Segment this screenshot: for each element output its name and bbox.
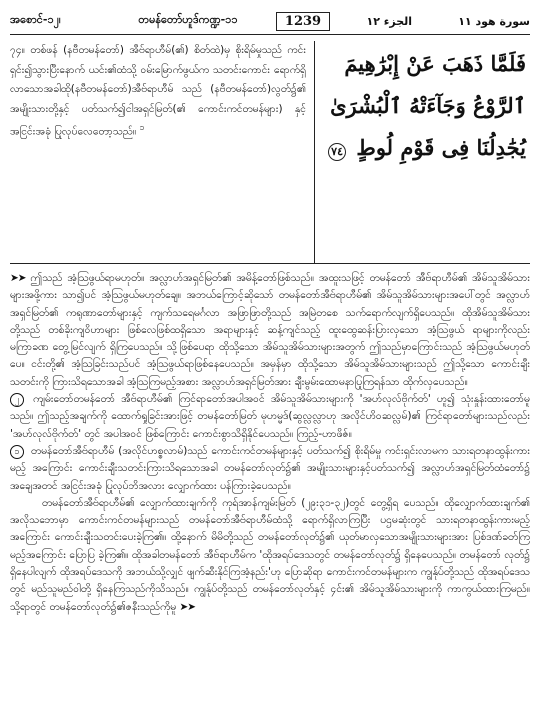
commentary-text-3: တမန်တော်အီဗ်ရာဟီမ် (အလိုင်ဟစ္စလာမ်)သည် ကောင်းကင်တမန်များနှင့် ပတ်သက်၍ စိုးရိမ်မှု ကင်းရှင်းလာမက သားရတနာထွန်းကားမည့် အကြောင်း ကောင်းချီးသတင်းကြားသိရသောအခါ တမန်တော်လုတ်၌၏ အမျိုးသားများနှင့်ပတ်သက်၍ အလ္လာဟ်အရှင်မြတ်ထံတော်၌ အချေအတင် အငြင်းအခုံ ပြုလုပ်ဘိအလား လျှောက်ထား ပန်ကြားခဲ့ပေသည်။ [10,444,530,492]
commentary-text-2: ကျမ်းတော်တမန်တော် အီဗ်ရာဟီမ်၏ ကြင်ရာတော်အပါအဝင် အိမ်သူအိမ်သားများကို 'အဟ်လုလ်ဗိုက်တ်' ဟူ၍ သုံးနှုန်းထားတော်မူသည်။ ဤသည့်အချက်ကို ထောက်ရှုခြင်းအားဖြင့် တမန်တော်မြတ် မုဟမ္မဒ်(ဆွလ္လလ္လာဟု အလိုင်ဟိဝဆလ္လမ်)၏ ကြင်ရာတော်များသည်လည်း 'အဟ်လုလ်ဗိုက်တ်' တွင် အပါအဝင် ဖြစ်ကြောင်း ကောင်းစွာသိရှိနိုင်ပေသည်။ [10,393,530,440]
reference: ကြည့်-ဟာဖိဇ်။ [296,427,352,440]
volume-label: အစောင်-၁၂၊ [10,13,61,26]
arabic-verse [315,41,530,263]
footnote-number-2: ၂ [10,393,24,407]
commentary-paragraph-3 [10,443,530,495]
commentary-paragraph-2 [10,391,530,443]
surah-label: سورة هود ١١ [458,14,530,28]
arabic-verse-text: فَلَمَّا ذَهَبَ عَنْ إِبْرَٰهِيمَ ٱلرَّوْعُ وَجَآءَتْهُ ٱلْبُشْرَىٰ يُجَٰدِلُنَا فِى قَوْمِ لُوطٍ [330,51,526,160]
commentary-paragraph-4 [10,495,530,616]
commentary-text-1: ဤသည် အံ့သြဖွယ်ရာမဟုတ်။ အလ္လာဟ်အရှင်မြတ်၏ အမိန့်တော်ဖြစ်သည်။ အထူးသဖြင့် တမန်တော် အီဗ်ရာဟီမ်၏ အိမ်သူအိမ်သားများအဖို့ကား သာ၍ပင် အံ့သြဖွယ်မဟုတ်ချေ။ အဘယ်ကြောင့်ဆိုသော် တမန်တော်အီဗ်ရာဟီမ်၏ အိမ်သူအိမ်သားများအပေါ်တွင် အလ္လာဟ်အရှင်မြတ်၏ ကရုဏာတော်များနှင့် ကျက်သရေမင်္ဂလာ အဖြာဖြာတို့သည် အမြဲတစေ သက်ရောက်လျက်ရှိပေသည်။ ထိုအိမ်သူအိမ်သားတို့သည် တစ်ခိုးကျဝိဟာများ ဖြစ်လေဖြစ်ထရှိသော အရာများနှင့် ဆန့်ကျင်သည့် ထူးထွေဆန်းပြားလှသော အံ့သြဖွယ် ရာများကိုလည်း မကြာခဏ တွေ့မြင်လျက် ရှိကြပေသည်။ သို့ဖြစ်ပေရာ ထိုသို့သော အိမ်သူအိမ်သားများအတွက် ဤသည်မှာကြောင်းသည် အံ့သြဖွယ်မဟုတ်ပေ။ ငင်းတို့၏ အံ့သြခြင်းသည်ပင် အံ့သြဖွယ်ရာဖြစ်နေပေသည်။ အမှန်မှာ ထိုသို့သော အိမ်သူအိမ်သားများသည် ဤသို့သော ကောင်းချီးသတင်းကို ကြားသိရသောအခါ အံ့သြကြမည့်အစား အလ္လာဟ်အရှင်မြတ်အား ချီးမွမ်းထောမနာပြုကြရန်သာ ထိုက်လှပေသည်။ [10,272,530,388]
page-number: 1239 [276,12,330,31]
commentary-paragraph-1 [10,270,530,391]
commentary [10,270,530,616]
verse-translation [10,41,315,263]
arrow-marker-icon: ➤➤ [10,272,26,284]
page-header [10,8,530,35]
verse-block [10,41,530,264]
juz-label: الجزء ١٢ [366,14,413,28]
footnote-number-1: ၁ [10,445,24,459]
verse-number-marker: ٧٤ [328,143,346,161]
translation-text: တစ်ဖန် (နဗီတမန်တော်) အီဗ်ရာဟီမ်(၏) စိတ်ထဲ)မှ စိုးရိမ်မှုသည် ကင်းရှင်း၍သွားပြီးနောက် ယင်း၏ထံသို့ ဝမ်းမြောက်ဖွယ်က သတင်းကောင်း ရောက်ရှိလာသောအခါထို(နဗီတမန်တော်)အီဗ်ရာဟီမ် သည် (နဗီတမန်တော်)လွတ်၌၏ အမျိုးသားတို့နှင့် ပတ်သက်၍ငါအရှင်မြတ်(၏ ကောင်းကင်တမန်များ) နှင့် အငြင်းအခုံ ပြုလုပ်လေတော့သည်။ [10,44,306,138]
footnote-mark: ၁ [139,123,145,133]
section-label: တမန်တော်ဟူဒ်ကဏ္ဍ-၁၁ [138,13,238,26]
verse-label: ၇၄။ [10,44,25,56]
commentary-text-4: တမန်တော်အီဗ်ရာဟီမ်၏ လျှောက်ထားချက်ကို ကုရ်အာန်ကျမ်းမြတ် (၂၉း၃၁-၃၂)တွင် တွေ့ရှိရ ပေသည်။ ထိုလျှောက်ထားချက်၏ အလိုသဘောမှာ ကောင်းကင်တမန်များသည် တမန်တော်အီဗ်ရာဟီမ်ထံသို့ ရောက်ရှိလာကြပြီး ပဌမဆုံးတွင် သားရတနာထွန်းကားမည့်အကြောင်း ကောင်းချီးသတင်းပေးခဲ့ကြ၏။ ထို့နောက် မိမိတို့သည် တမန်တော်လုတ်၌၏ ယုတ်မာလှသောအမျိုးသားများအား ပြစ်ဒဏ်ခတ်ကြမည့်အကြောင်း ပြောပြ ခဲ့ကြ၏။ ထိုအခါတမန်တော် အီဗ်ရာဟီမ်က 'ထိုအရပ်ဒေသတွင် တမန်တော်လုတ်၌ ရှိနေပေသည်။ တမန်တော် လုတ်၌ ရှိနေပါလျက် ထိုအရပ်ဒေသကို အဘယ်သို့လျှင် ဖျက်ဆီးနိုင်ကြအံ့နည်း'ဟု ပြောဆိုရာ ကောင်းကင်တမန်များက ကျွန်ုပ်တို့သည် ထိုအရပ်ဒေသတွင် မည်သူမည်ဝါတို့ ရှိနေကြသည်ကိုသိသည်။ ကျွန်ုပ်တို့သည် တမန်တော်လုတ်နှင့် ၄င်း၏ အိမ်သူအိမ်သားများကို ကာကွယ်ထားကြမည်။ သို့ရာတွင် တမန်တော်လုတ်၌၏ဇနီးသည်ကိုမူ [10,496,530,613]
arrow-marker-end-icon: ➤➤ [179,600,195,613]
